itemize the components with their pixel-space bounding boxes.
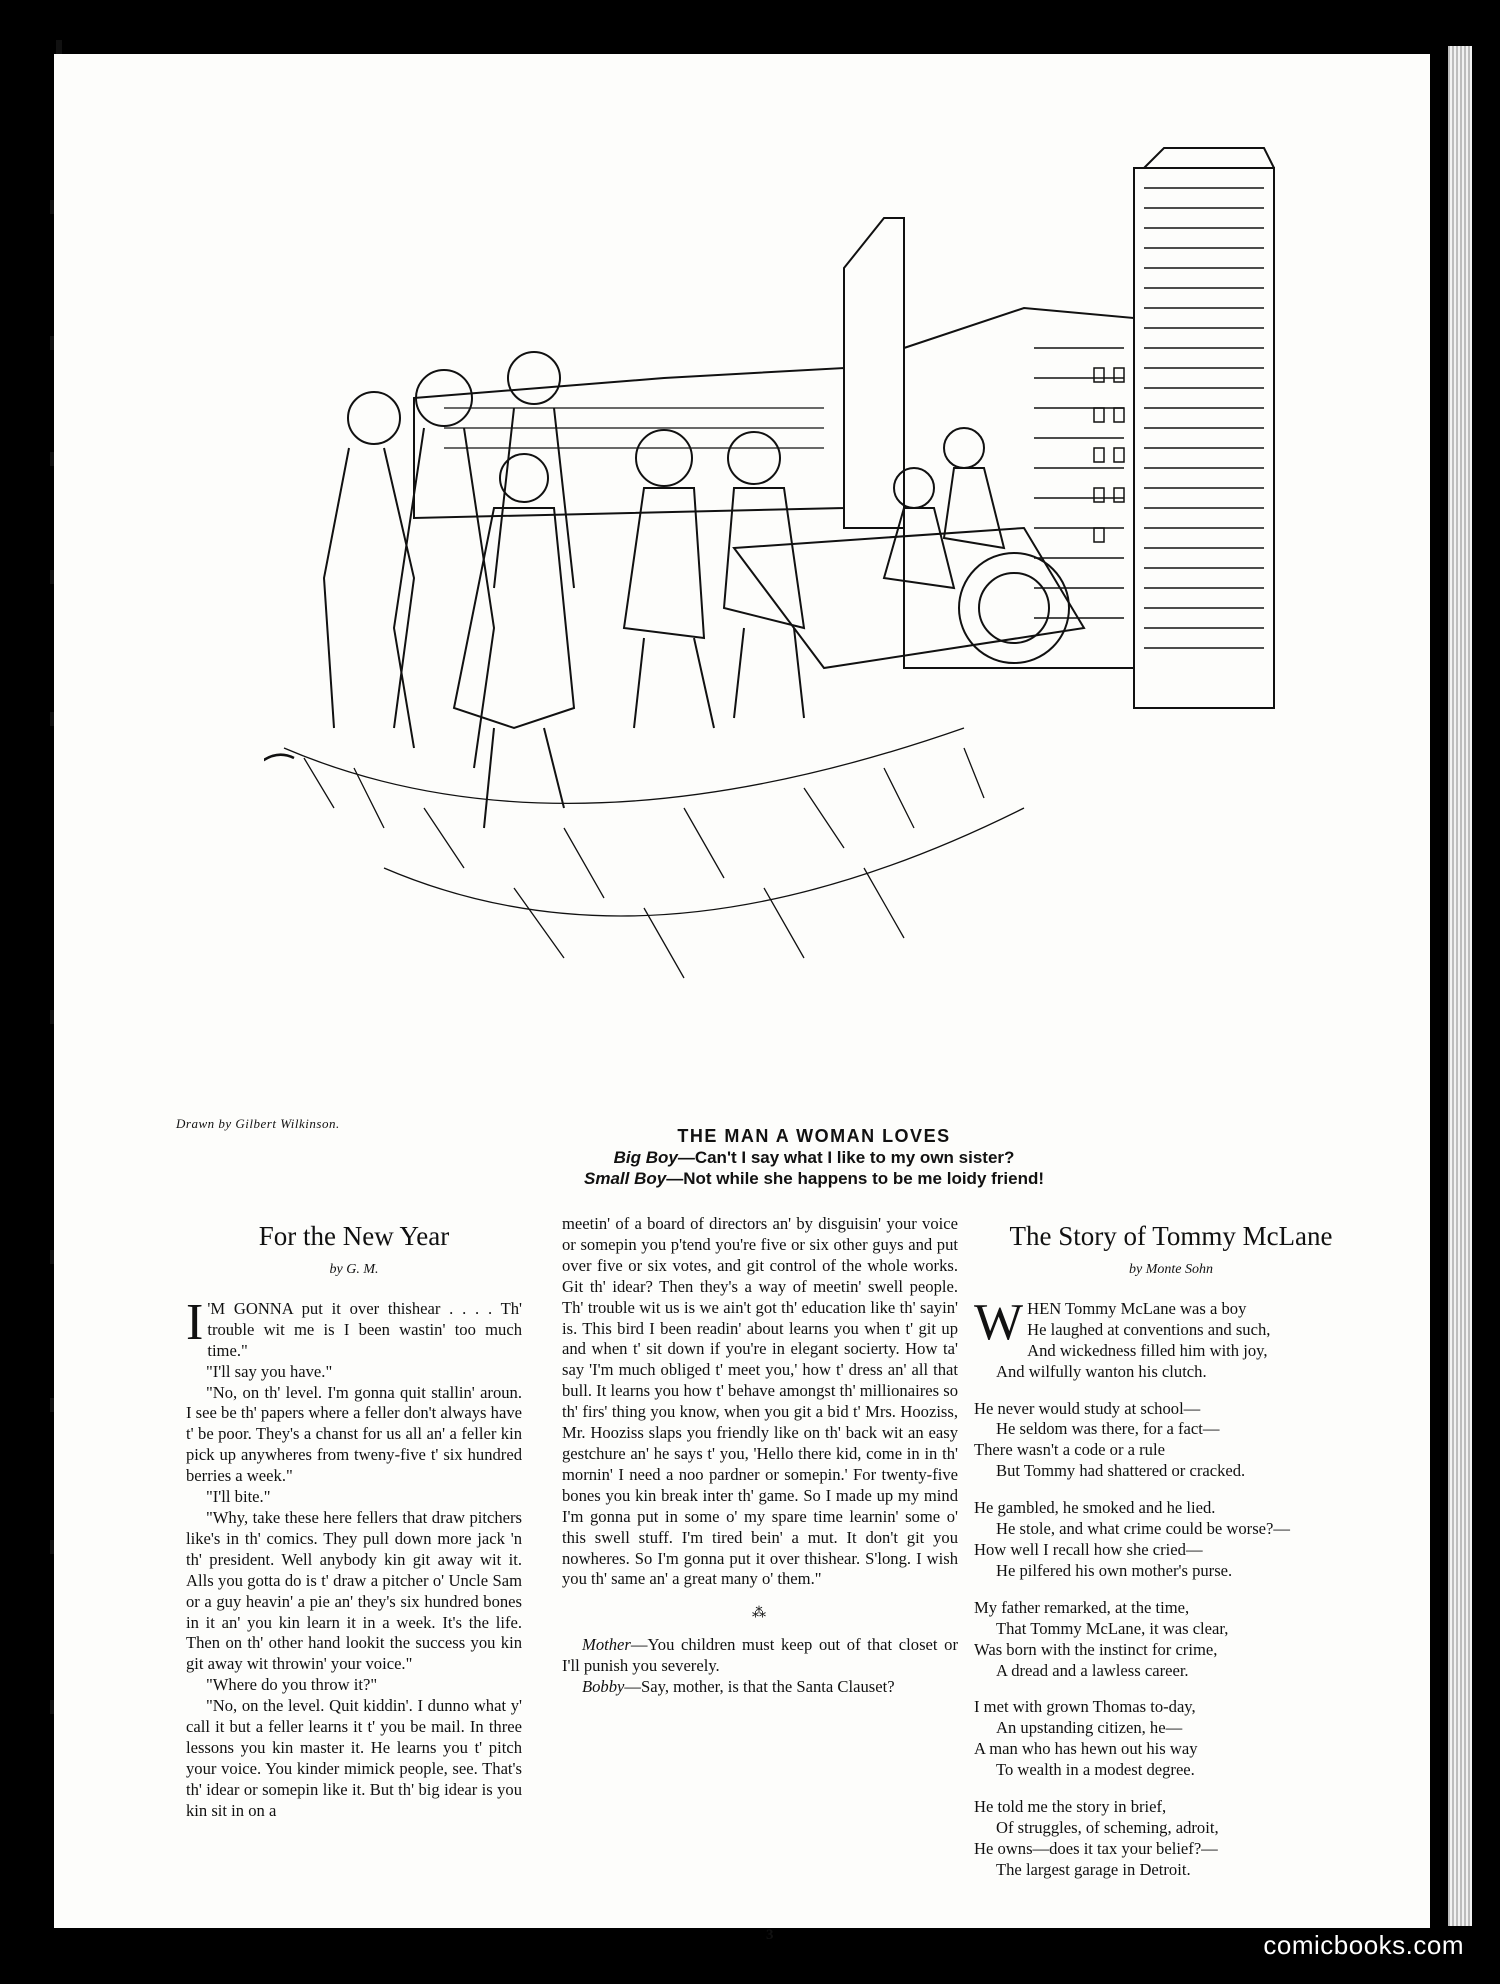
- verse-line: He seldom was there, for a fact—: [996, 1419, 1220, 1439]
- verse-line: He owns—does it tax your belief?—: [974, 1838, 1218, 1858]
- paragraph: I 'M GONNA put it over thishear . . . . Th' trouble wit me is I been wastin' too much time.": [186, 1293, 522, 1360]
- paragraph: "Why, take these here fellers that draw pitchers like's in th' comics. They pull down more jack 'n th' president. Well anybody kin git away wit it. Alls you gotta do is t' draw a pitcher o' Uncle Sam or a guy heavin' a pie an' they's six hundred bones in it an' you kin learn it in a week. It's the life. Then on th' other hand lookit the success you kin git away wit throwin' your voice.": [186, 1507, 522, 1674]
- illustration-caption: [434, 1126, 1194, 1189]
- verse-line: A man who has hewn out his way: [974, 1739, 1198, 1759]
- joke-line: Bobby—Say, mother, is that the Santa Clauset?: [582, 1677, 895, 1697]
- verse-line: But Tommy had shattered or cracked.: [996, 1461, 1246, 1481]
- verse-line: Of struggles, of scheming, adroit,: [996, 1817, 1219, 1837]
- paragraph: "Where do you throw it?": [206, 1675, 378, 1695]
- stanza: [974, 1293, 1368, 1383]
- verse-line: Was born with the instinct for crime,: [974, 1639, 1218, 1659]
- ornament-divider: ⁂: [752, 1606, 768, 1622]
- verse-line: A dread and a lawless career.: [996, 1660, 1189, 1680]
- caption-title: THE MAN A WOMAN LOVES: [677, 1126, 951, 1146]
- verse-line: I met with grown Thomas to-day,: [974, 1697, 1196, 1717]
- stanza: [974, 1697, 1368, 1781]
- poem-byline: by Monte Sohn: [1129, 1262, 1213, 1277]
- poem-title: The Story of Tommy McLane: [1009, 1221, 1333, 1251]
- caption-line: [434, 1168, 1194, 1189]
- paragraph: "No, on th' level. I'm gonna quit stallin' aroun. I see be th' papers where a feller don't always have t' be poor. They's a chanst for us all an' a feller kin pick up anywheres from tweny-five t' six hundred berries a week.": [186, 1382, 522, 1486]
- paragraph: "I'll say you have.": [206, 1361, 333, 1381]
- caption-text: —Not while she happens to be me loidy friend!: [666, 1169, 1045, 1188]
- verse-line: There wasn't a code or a rule: [974, 1440, 1165, 1460]
- verse-line: To wealth in a modest degree.: [996, 1760, 1195, 1780]
- verse-line: He stole, and what crime could be worse?—: [996, 1519, 1290, 1539]
- verse-line: And wickedness filled him with joy,: [1027, 1340, 1268, 1360]
- paragraph: meetin' of a board of directors an' by disguisin' your voice or somepin you p'tend you're five or six other guys and put over five or six votes, and git control of the whole works. Git th' idear? Then they's a way of meetin' swell people. Th' trouble wit us is we ain't got th' education like th' sayin' is. This bird I been readin' about learns you when t' git up and when t' sit down if you're in elegant socierty. How ta' say 'I'm much obliged t' meet you,' how t' dress an' all that bull. It learns you how t' behave amongst th' millionaires so th' firs' thing you know, when you git a bid t' Mrs. Hooziss, Mr. Hooziss slaps you friendly like on th' back wit an easy gestchure an' he says t' you, 'Hello there kid, come in in th' mornin' I need a noo pardner or somepin.' For twenty-five bones you kin break inter th' game. So I made up my mind I'm gonna put in some o' my spare time learnin' some o' this swell stuff. I'm tired bein' a mut. It don't git you nowheres. So I'm gonna put it over thishear. S'long. I wish you th' same an' a great many o' them.": [562, 1214, 958, 1589]
- verse-line: An upstanding citizen, he—: [996, 1718, 1183, 1738]
- caption-line: [434, 1147, 1194, 1168]
- building: [1134, 168, 1274, 708]
- drop-cap: I: [186, 1293, 204, 1351]
- stanza: [974, 1498, 1368, 1582]
- caption-speaker: Big Boy: [613, 1148, 678, 1167]
- stanza: [974, 1399, 1368, 1483]
- verse-line: That Tommy McLane, it was clear,: [996, 1618, 1229, 1638]
- drop-cap: W: [974, 1293, 1024, 1351]
- verse-line: He gambled, he smoked and he lied.: [974, 1498, 1216, 1518]
- stanza: [974, 1797, 1368, 1881]
- article-column-1: [186, 1214, 522, 1822]
- watermark: comicbooks.com: [1263, 1930, 1464, 1960]
- verse-line: How well I recall how she cried—: [974, 1539, 1203, 1559]
- caption-text: —Can't I say what I like to my own sister?: [677, 1148, 1015, 1167]
- article-byline: by G. M.: [329, 1262, 379, 1277]
- paragraph: "No, on the level. Quit kiddin'. I dunno what y' call it but a feller learns it t' you be mail. In three lessons you kin master it. He learns you t' pitch your voice. You kinder mimick people, see. That's th' idear or somepin like it. But th' big idear is you kin sit in on a: [186, 1696, 522, 1820]
- caption-speaker: Small Boy: [583, 1169, 667, 1188]
- verse-line: And wilfully wanton his clutch.: [996, 1361, 1207, 1381]
- illustration-credit: Drawn by Gilbert Wilkinson.: [176, 1116, 340, 1131]
- verse-line: HEN Tommy McLane was a boy: [1027, 1298, 1247, 1318]
- page-edges: [1448, 46, 1472, 1926]
- poem-column: [974, 1214, 1368, 1897]
- verse-line: He told me the story in brief,: [974, 1797, 1167, 1817]
- joke-speaker: Bobby: [582, 1677, 625, 1697]
- magazine-page: [54, 54, 1430, 1943]
- joke-line: Mother—You children must keep out of that closet or I'll punish you severely.: [562, 1635, 958, 1676]
- article-title: For the New Year: [258, 1221, 450, 1251]
- paragraph: "I'll bite.": [206, 1487, 271, 1507]
- verse-line: The largest garage in Detroit.: [996, 1859, 1191, 1879]
- artist-signature: [264, 740, 294, 768]
- page-number: 3: [766, 1927, 774, 1943]
- illustration: [264, 108, 1434, 1108]
- verse-line: He pilfered his own mother's purse.: [996, 1560, 1233, 1580]
- verse-line: He never would study at school—: [974, 1398, 1201, 1418]
- building: [414, 368, 844, 518]
- verse-line: My father remarked, at the time,: [974, 1597, 1190, 1617]
- joke-speaker: Mother: [582, 1635, 631, 1655]
- cart: [734, 528, 1084, 668]
- article-column-2: [562, 1214, 958, 1698]
- stanza: [974, 1598, 1368, 1682]
- verse-line: He laughed at conventions and such,: [1027, 1319, 1271, 1339]
